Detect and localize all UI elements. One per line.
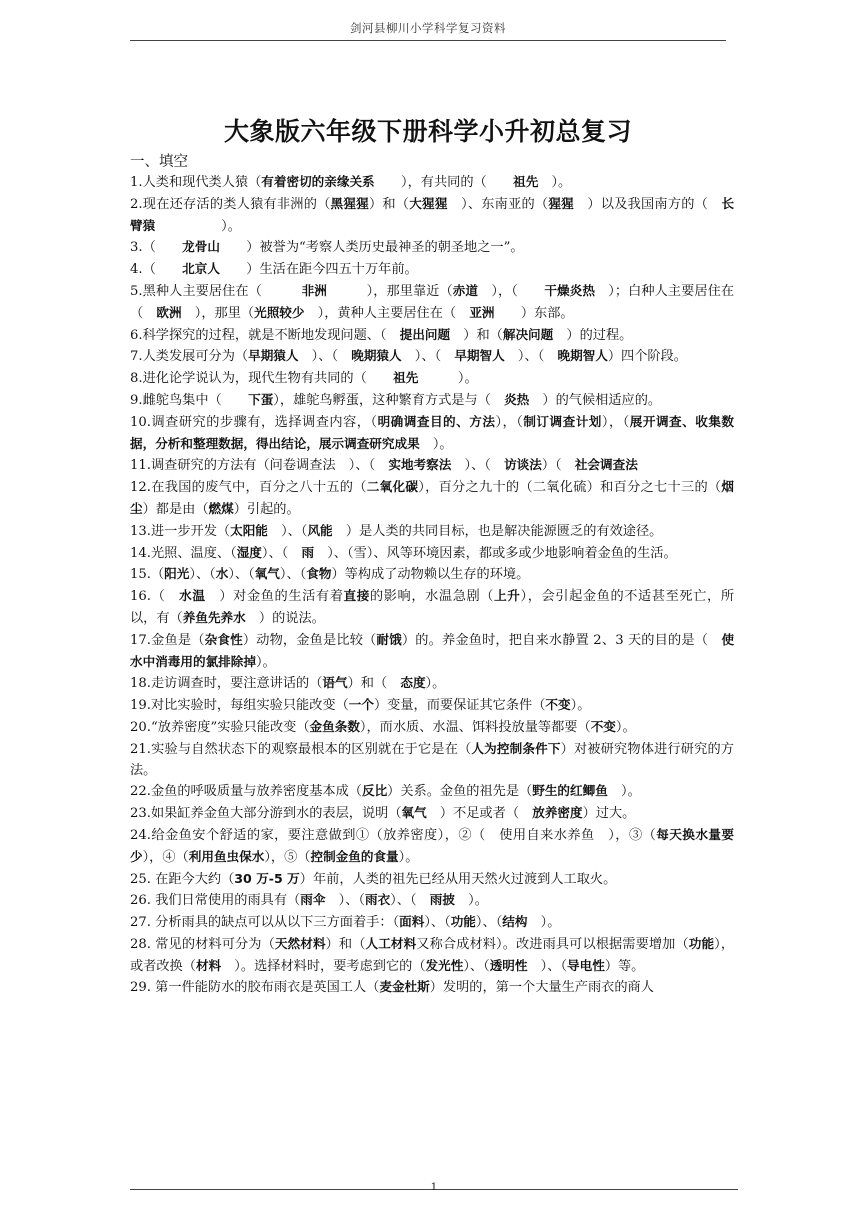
question-text: ）年前，人类的祖先已经从用天然火过渡到人工取火。 — [299, 871, 617, 887]
question-text: 5.黑种人主要居住在（ — [130, 283, 302, 299]
question-text: 29. 第一件能防水的胶布雨衣是英国工人（ — [130, 980, 380, 996]
question-text: 18.走访调查时，要注意讲话的（ — [130, 676, 323, 692]
answer-text: 猩猩 — [548, 195, 574, 211]
answer-text: 燃煤 — [208, 500, 234, 516]
question-text: ）、（ — [279, 567, 307, 583]
page-number: 1 — [430, 1181, 438, 1193]
question-text: 2.现在还存活的类人猿有非洲的（ — [130, 196, 331, 212]
question-text: ）。 — [538, 175, 572, 190]
question-text: ）。 — [155, 218, 241, 234]
question-item — [130, 781, 734, 803]
answer-text: 赤道 — [452, 282, 479, 298]
answer-text: 太阳能 — [230, 522, 268, 538]
question-text: 24.给金鱼安个舒适的家，要注意做到①（放养密度），②（ 使用自来水养鱼 ），③（ — [130, 827, 657, 843]
answer-text: 雨 — [301, 544, 315, 560]
answer-text: 水温 — [179, 588, 206, 604]
answer-text: 炎热 — [504, 391, 530, 407]
answer-text: 人为控制条件下 — [471, 740, 561, 756]
question-text: 13.进一步开发（ — [130, 523, 231, 539]
question-text: ）。 — [419, 436, 453, 452]
answer-text: 杂食性 — [204, 631, 243, 647]
answer-text: 早期智人 — [454, 348, 505, 364]
question-text: ）。 — [398, 849, 419, 865]
question-text: ）和（ — [325, 936, 366, 952]
question-text: ）、（ — [189, 567, 216, 583]
question-text: ），会引起金鱼的不适甚至死亡，所以，有（ — [130, 589, 735, 626]
question-text: ）、（ — [267, 523, 308, 539]
answer-text: 晚期智人 — [557, 348, 608, 364]
question-text: ）都是由（ — [142, 501, 209, 517]
question-text: ）、（ — [325, 893, 365, 909]
question-item — [130, 194, 734, 238]
answer-text: 氧气 — [254, 566, 280, 582]
answer-text: 控制金鱼的食量 — [310, 848, 399, 864]
answer-text: 提出问题 — [399, 326, 451, 342]
question-text: ）以及我国南方的（ — [573, 196, 722, 212]
question-text: ）。 — [425, 676, 446, 692]
question-item — [130, 455, 734, 477]
question-text: 又称合成材料）。改进雨具可以根据需要增加（ — [416, 936, 689, 952]
answer-text: 语气 — [322, 675, 348, 691]
question-text: 21.实验与自然状态下的观察最根本的区别就在于它是在（ — [130, 741, 472, 757]
answer-text: 反比 — [361, 783, 388, 799]
question-text: 的影响，水温急剧（ — [369, 589, 495, 605]
question-text: 25. 在距今大约（ — [130, 871, 235, 887]
answer-text: 龙骨山 — [182, 239, 220, 255]
question-item — [130, 673, 734, 695]
question-text: ）变量，而要保证其它条件（ — [373, 698, 546, 714]
answer-text: 野生的红鲫鱼 — [532, 783, 608, 799]
question-text: ）、（ — [298, 349, 352, 365]
answer-text: 发光性 — [425, 957, 464, 973]
question-item — [130, 934, 734, 978]
answer-text: 材料 — [195, 957, 222, 973]
question-text: ），而水质、水温、饵料投放量等都要（ — [359, 719, 591, 735]
question-text: ）发明的，第一个大量生产雨衣的商人 — [429, 980, 654, 996]
question-item — [130, 259, 734, 281]
answer-text: 上升 — [494, 588, 521, 604]
answer-text: 风能 — [307, 522, 333, 538]
answer-text: 解决问题 — [502, 326, 554, 342]
header-divider — [130, 40, 726, 41]
question-text: ）生活在距今四五十万年前。 — [219, 262, 418, 278]
question-text: ）、（ — [451, 458, 505, 474]
question-text: 19.对比实验时，每组实验只能改变（ — [130, 698, 349, 714]
question-item — [130, 521, 734, 543]
question-text: ）、（ — [424, 915, 451, 931]
question-text: ）、（ — [261, 545, 302, 561]
question-text: ）、（雪）、风等环境因素，都或多或少地影响着金鱼的生活。 — [314, 545, 677, 561]
question-item — [130, 281, 734, 325]
question-text: ）和（ — [347, 676, 401, 692]
question-text: ）的过程。 — [553, 327, 633, 343]
question-text: ）不足或者（ — [426, 806, 533, 822]
question-text: ），那里靠近（ — [326, 283, 453, 299]
question-list — [130, 172, 734, 999]
question-item — [130, 695, 734, 717]
question-item — [130, 586, 734, 630]
question-text: ），有共同的（ — [374, 175, 514, 190]
question-text: ）、（ — [401, 349, 455, 365]
question-text: ），（ — [495, 414, 524, 430]
question-item — [130, 390, 734, 412]
question-item — [130, 825, 734, 869]
question-text: ）被誉为“考察人类历史最神圣的朝圣地之一”。 — [219, 240, 524, 256]
question-item — [130, 346, 734, 368]
question-text: 4.（ — [130, 262, 183, 278]
answer-text: 晚期猿人 — [351, 348, 402, 364]
answer-text: 直接 — [343, 588, 370, 604]
answer-text: 人工材料 — [365, 935, 417, 951]
answer-text: 金鱼条数 — [309, 718, 360, 734]
question-item — [130, 237, 734, 259]
question-item — [130, 912, 734, 934]
question-text: ）。 — [255, 654, 276, 670]
question-text: 8.进化论学说认为，现代生物有共同的（ — [130, 371, 394, 387]
question-text: ）是人类的共同目标，也是解决能源匮乏的有效途径。 — [332, 523, 663, 539]
answer-text: 黑猩猩 — [330, 195, 369, 211]
answer-text: 亚洲 — [469, 304, 495, 320]
question-text: 6.科学探究的过程，就是不断地发现问题、（ — [130, 327, 400, 343]
answer-text: 雨伞 — [300, 892, 326, 908]
answer-text: 社会调查法 — [574, 457, 638, 473]
question-text: ）对金鱼的生活有着 — [205, 589, 344, 605]
question-text: 26. 我们日常使用的雨具有（ — [130, 893, 301, 909]
question-text: 11.调查研究的方法有（问卷调查法 ）、（ — [130, 458, 389, 474]
question-item — [130, 477, 734, 521]
answer-text: 不变 — [545, 697, 571, 713]
page-header: 剑河县柳川小学科学复习资料 — [350, 21, 506, 35]
question-text: ）。选择材料时，要考虑到它的（ — [221, 958, 426, 974]
question-item — [130, 564, 734, 586]
question-item — [130, 977, 734, 999]
answer-text: 30 万-5 万 — [234, 870, 300, 886]
question-text: ）过大。 — [582, 806, 636, 822]
question-text: 14.光照、温度、（ — [130, 545, 237, 561]
answer-text: 展开调查、收集数据，分析和整理数据，得出结论，展示调查研究成果 — [130, 413, 735, 451]
answer-text: 放养密度 — [532, 805, 583, 821]
answer-text: 耐饿 — [376, 631, 402, 647]
question-item — [130, 325, 734, 347]
answer-text: 访谈法 — [504, 457, 542, 473]
answer-text: 实地考察法 — [388, 457, 452, 473]
question-text: ）、（ — [504, 349, 558, 365]
question-text: 22.金鱼的呼吸质量与放养密度基本成（ — [130, 784, 362, 800]
answer-text: 光照较少 — [254, 304, 305, 320]
question-text: ），雄鸵鸟孵蛋，这种繁育方式是与（ — [273, 392, 505, 408]
answer-text: 有着密切的亲缘关系 — [261, 174, 375, 189]
question-text: ）的气候相适应的。 — [529, 392, 662, 408]
answer-text: 明确调查目的、方法 — [377, 413, 496, 429]
answer-text: 功能 — [450, 914, 476, 930]
question-item — [130, 368, 734, 390]
question-text: ），④（ — [142, 849, 189, 865]
answer-text: 利用鱼虫保水 — [188, 848, 265, 864]
question-text: ），或者改换（ — [130, 936, 735, 974]
question-text: ）。 — [454, 893, 488, 909]
question-text: 1.人类和现代类人猿（ — [130, 175, 262, 190]
question-text: ）、东南亚的（ — [447, 196, 549, 212]
answer-text: 祖先 — [513, 174, 539, 189]
answer-text: 不变 — [590, 718, 616, 734]
question-text: ），黄种人主要居住在（ — [304, 305, 470, 321]
answer-text: 氧气 — [401, 805, 427, 821]
question-item — [130, 739, 734, 782]
question-text: ）引起的。 — [233, 501, 300, 517]
question-text: ）；白种人主要居住在（ — [130, 283, 735, 321]
question-text: ）的。养金鱼时，把自来水静置 2、3 天的目的是（ — [401, 632, 722, 648]
answer-text: 天然材料 — [274, 935, 326, 951]
question-text: ）。 — [570, 698, 591, 714]
question-text: 17.金鱼是（ — [130, 632, 205, 648]
question-text: ）。 — [607, 784, 641, 800]
answer-text: 烟尘 — [130, 479, 734, 516]
question-text: ）。 — [615, 719, 636, 735]
answer-text: 每天换水量要少 — [130, 826, 735, 864]
document-title: 大象版六年级下册科学小升初总复习 — [223, 117, 632, 146]
question-text: ）、（ — [475, 915, 503, 931]
question-text: ）东部。 — [494, 305, 574, 321]
question-text: ）对被研究物体进行研究的方法。 — [130, 741, 734, 778]
question-text: 23.如果缸养金鱼大部分游到水的表层，说明（ — [130, 806, 402, 822]
question-text: ）等。 — [604, 958, 645, 974]
question-text: 27. 分析雨具的缺点可以从以下三方面着手：（ — [130, 915, 400, 931]
answer-text: 非洲 — [301, 282, 327, 298]
question-text: ）等构成了动物赖以生存的环境。 — [331, 567, 530, 583]
question-text: ）和（ — [450, 327, 503, 343]
question-item — [130, 869, 734, 891]
answer-text: 祖先 — [393, 370, 419, 386]
question-text: ）、（ — [390, 893, 430, 909]
question-text: ）关系。金鱼的祖先是（ — [387, 784, 533, 800]
question-text: ）、（ — [228, 567, 255, 583]
question-text: 16.（ — [130, 589, 180, 605]
answer-text: 功能 — [688, 935, 715, 951]
question-text: ）。 — [418, 371, 478, 387]
answer-text: 透明性 — [489, 957, 528, 973]
answer-text: 长臂猿 — [130, 195, 735, 233]
answer-text: 干燥炎热 — [544, 282, 595, 298]
answer-text: 麦金杜斯 — [379, 979, 430, 995]
answer-text: 雨衣 — [364, 892, 391, 908]
question-text: ），百分之九十的（二氧化硫）和百分之七十三的（ — [418, 480, 722, 496]
question-text: ）（ — [541, 458, 575, 474]
question-item — [130, 543, 734, 565]
question-text: ），⑤（ — [264, 849, 311, 865]
answer-text: 雨披 — [429, 892, 455, 908]
question-text: ）四个阶段。 — [607, 349, 687, 365]
question-text: ）和（ — [368, 196, 410, 212]
question-text: ）、（ — [463, 958, 490, 974]
answer-text: 水 — [215, 566, 229, 582]
answer-text: 使水中消毒用的氯排除掉 — [130, 631, 735, 669]
question-text: ），那里（ — [181, 305, 255, 321]
question-text: ）动物，金鱼是比较（ — [242, 632, 377, 648]
answer-text: 阳光 — [164, 566, 190, 582]
answer-text: 结构 — [502, 914, 528, 930]
question-text: 3.（ — [130, 240, 183, 256]
question-item — [130, 717, 734, 739]
question-item — [130, 412, 734, 456]
question-text: 7.人类发展可分为（ — [130, 349, 249, 365]
question-text: ），（ — [478, 283, 545, 299]
question-item — [130, 890, 734, 912]
answer-text: 制订调查计划 — [523, 413, 602, 429]
question-text: ），（ — [601, 414, 630, 430]
answer-text: 态度 — [400, 675, 426, 691]
answer-text: 导电性 — [567, 957, 605, 973]
question-text: 10.调查研究的步骤有，选择调查内容，（ — [130, 414, 378, 430]
question-text: 28. 常见的材料可分为（ — [130, 936, 275, 952]
question-text: 20.“放养密度”实验只能改变（ — [130, 719, 310, 735]
answer-text: 北京人 — [182, 261, 220, 277]
answer-text: 食物 — [306, 566, 332, 582]
answer-text: 欧洲 — [156, 304, 182, 320]
answer-text: 下蛋 — [248, 391, 274, 407]
question-item — [130, 172, 734, 194]
answer-text: 面料 — [399, 914, 425, 930]
section-heading: 一、填空 — [130, 154, 188, 170]
question-text: 12.在我国的废气中，百分之八十五的（ — [130, 480, 367, 496]
question-item — [130, 630, 734, 674]
answer-text: 一个 — [348, 697, 374, 713]
question-item — [130, 803, 734, 825]
question-text: 15.（ — [130, 567, 165, 583]
question-text: ）、（ — [527, 958, 568, 974]
answer-text: 湿度 — [236, 544, 262, 560]
answer-text: 早期猿人 — [248, 348, 299, 364]
question-text: 9.雌鸵鸟集中（ — [130, 392, 249, 408]
question-text: ）。 — [527, 915, 561, 931]
question-text: ）的说法。 — [245, 610, 325, 626]
answer-text: 二氧化碳 — [366, 479, 419, 495]
answer-text: 养鱼先养水 — [182, 609, 246, 625]
answer-text: 大猩猩 — [409, 195, 448, 211]
